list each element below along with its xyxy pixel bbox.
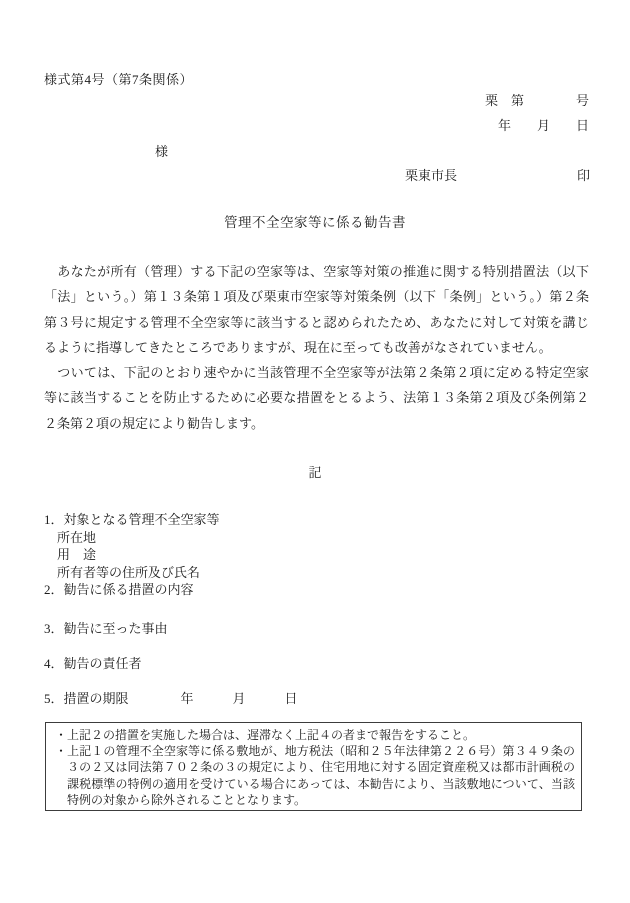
note-bullet-1: ・上記２の措置を実施した場合は、遅滞なく上記４の者まで報告をすること。 — [55, 728, 476, 742]
paragraph-1: あなたが所有（管理）する下記の空家等は、空家等対策の推進に関する特別措置法（以下「法」という。）第１３条第１項及び栗東市空家等対策条例（以下「条例」という。）第２条第３号に規定する管理不全空家等に該当すると認められたため、あなたに対して対策を講じるように指導してきたところでありますが、現在に至っても改善がなされていません。 — [44, 264, 589, 355]
item-list — [44, 511, 220, 599]
date-line: 年 月 日 — [497, 118, 589, 133]
seal-mark: 印 — [576, 168, 590, 183]
list-item-3: 3．勧告に至った事由 — [44, 621, 168, 636]
sender-title: 栗東市長 — [405, 168, 458, 183]
document-title: 管理不全空家等に係る勧告書 — [224, 215, 406, 230]
paragraph-2: ついては、下記のとおり速やかに当該管理不全空家等が法第２条第２項に定める特定空家等に該当することを防止するために必要な措置をとるよう、法第１３条第２項及び条例第２２条第２項の規定により勧告します。 — [44, 365, 589, 431]
addressee-honorific: 様 — [155, 144, 169, 159]
body-paragraphs — [44, 259, 589, 436]
list-subitem-usage: 用 途 — [57, 547, 97, 563]
list-item-1: 1．対象となる管理不全空家等 — [44, 512, 220, 527]
list-item-4: 4．勧告の責任者 — [44, 656, 142, 671]
list-subitem-owner-name-address: 所有者等の住所及び氏名 — [57, 564, 201, 580]
document-number-line: 栗 第 号 — [484, 93, 589, 108]
form-number-label: 様式第4号（第7条関係） — [44, 72, 194, 87]
note-bullet-2: ・上記１の管理不全空家等に係る敷地が、地方税法（昭和２５年法律第２２６号）第３４９条の３の２又は同法第７０２条の３の規定により、住宅用地に対する固定資産税又は都市計画税の課税標準の特例の適用を受けている場合にあっては、本勧告により、当該敷地について、当該特例の対象から除外されることとなります。 — [55, 744, 575, 807]
sender-line — [405, 165, 590, 184]
list-item-2: 2．勧告に係る措置の内容 — [44, 582, 194, 598]
list-subitem-location: 所在地 — [57, 529, 97, 545]
ki-heading: 記 — [308, 465, 322, 480]
note-box — [45, 722, 582, 811]
list-item-5: 5．措置の期限 年 月 日 — [44, 691, 298, 706]
